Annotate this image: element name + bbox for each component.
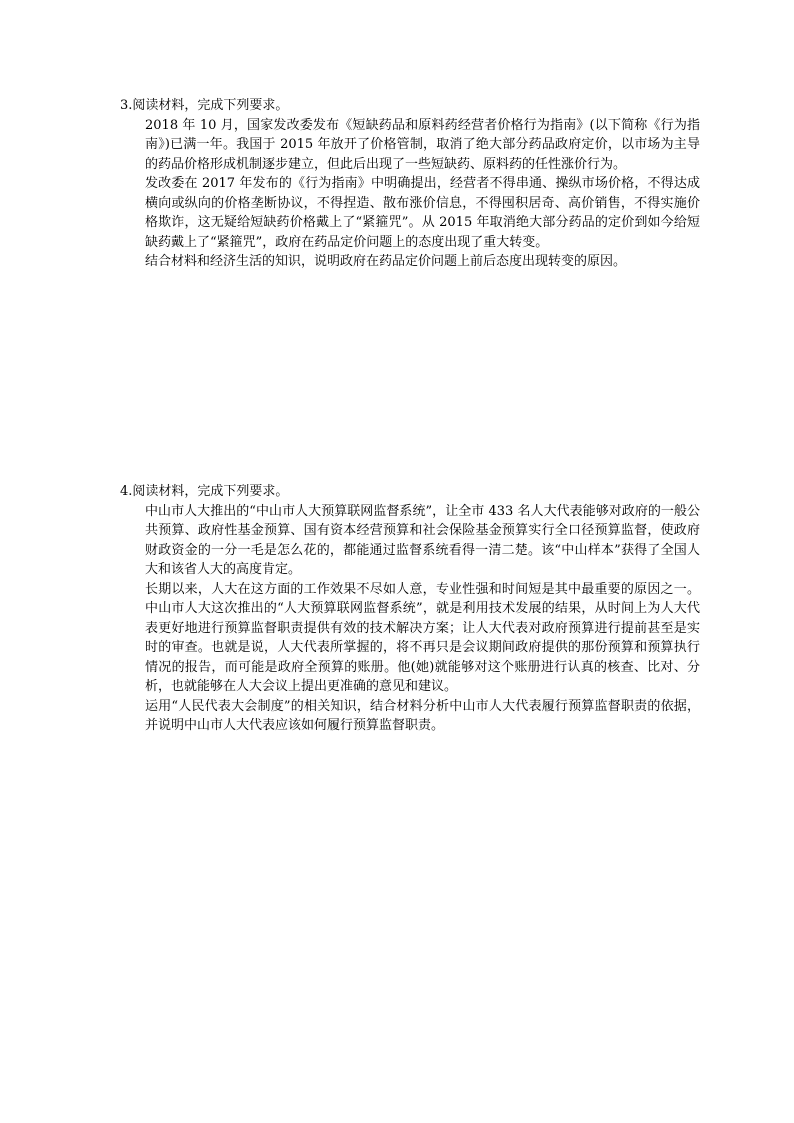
question-4-paragraph-1: 中山市人大推出的“中山市人大预算联网监督系统”，让全市 433 名人大代表能够对政府的一般公共预算、政府性基金预算、国有资本经营预算和社会保险基金预算实行全口径预算监督，使政府财政资金的一分一毛是怎么花的，都能通过监督系统看得一清二楚。该“中山样本”获得了全国人大和该省人大的高度肯定。 (145, 503, 700, 577)
question-4 (120, 482, 700, 736)
question-4-paragraph-2: 长期以来，人大在这方面的工作效果不尽如人意，专业性强和时间短是其中最重要的原因之一。中山市人大这次推出的“人大预算联网监督系统”，就是利用技术发展的结果，从时间上为人大代表更好地进行预算监督职责提供有效的技术解决方案；让人大代表对政府预算进行提前甚至是实时的审查。也就是说，人大代表所掌握的，将不再只是会议期间政府提供的那份预算和预算执行情况的报告，而可能是政府全预算的账册。他(她)就能够对这个账册进行认真的核查、比对、分析，也就能够在人大会议上提出更准确的意见和建议。 (145, 581, 700, 694)
question-3-paragraph-2: 发改委在 2017 年发布的《行为指南》中明确提出，经营者不得串通、操纵市场价格，不得达成横向或纵向的价格垄断协议，不得捏造、散布涨价信息，不得囤积居奇、高价销售，不得实施价格欺诈，这无疑给短缺药价格戴上了“紧箍咒”。从 2015 年取消绝大部分药品的定价到如今给短缺药戴上了“紧箍咒”，政府在药品定价问题上的态度出现了重大转变。 (145, 176, 700, 250)
question-4-prompt: 运用“人民代表大会制度”的相关知识，结合材料分析中山市人大代表履行预算监督职责的依据，并说明中山市人大代表应该如何履行预算监督职责。 (145, 698, 700, 733)
question-3-paragraph-1: 2018 年 10 月，国家发改委发布《短缺药品和原料药经营者价格行为指南》(以下简称《行为指南》)已满一年。我国于 2015 年放开了价格管制，取消了绝大部分药品政府定价，以市场为主导的药品价格形成机制逐步建立，但此后出现了一些短缺药、原料药的任性涨价行为。 (145, 117, 700, 172)
question-3-prompt: 结合材料和经济生活的知识，说明政府在药品定价问题上前后态度出现转变的原因。 (145, 254, 627, 269)
question-4-heading: 4.阅读材料，完成下列要求。 (120, 484, 289, 499)
question-3 (120, 96, 700, 272)
question-3-heading: 3.阅读材料，完成下列要求。 (120, 98, 289, 113)
